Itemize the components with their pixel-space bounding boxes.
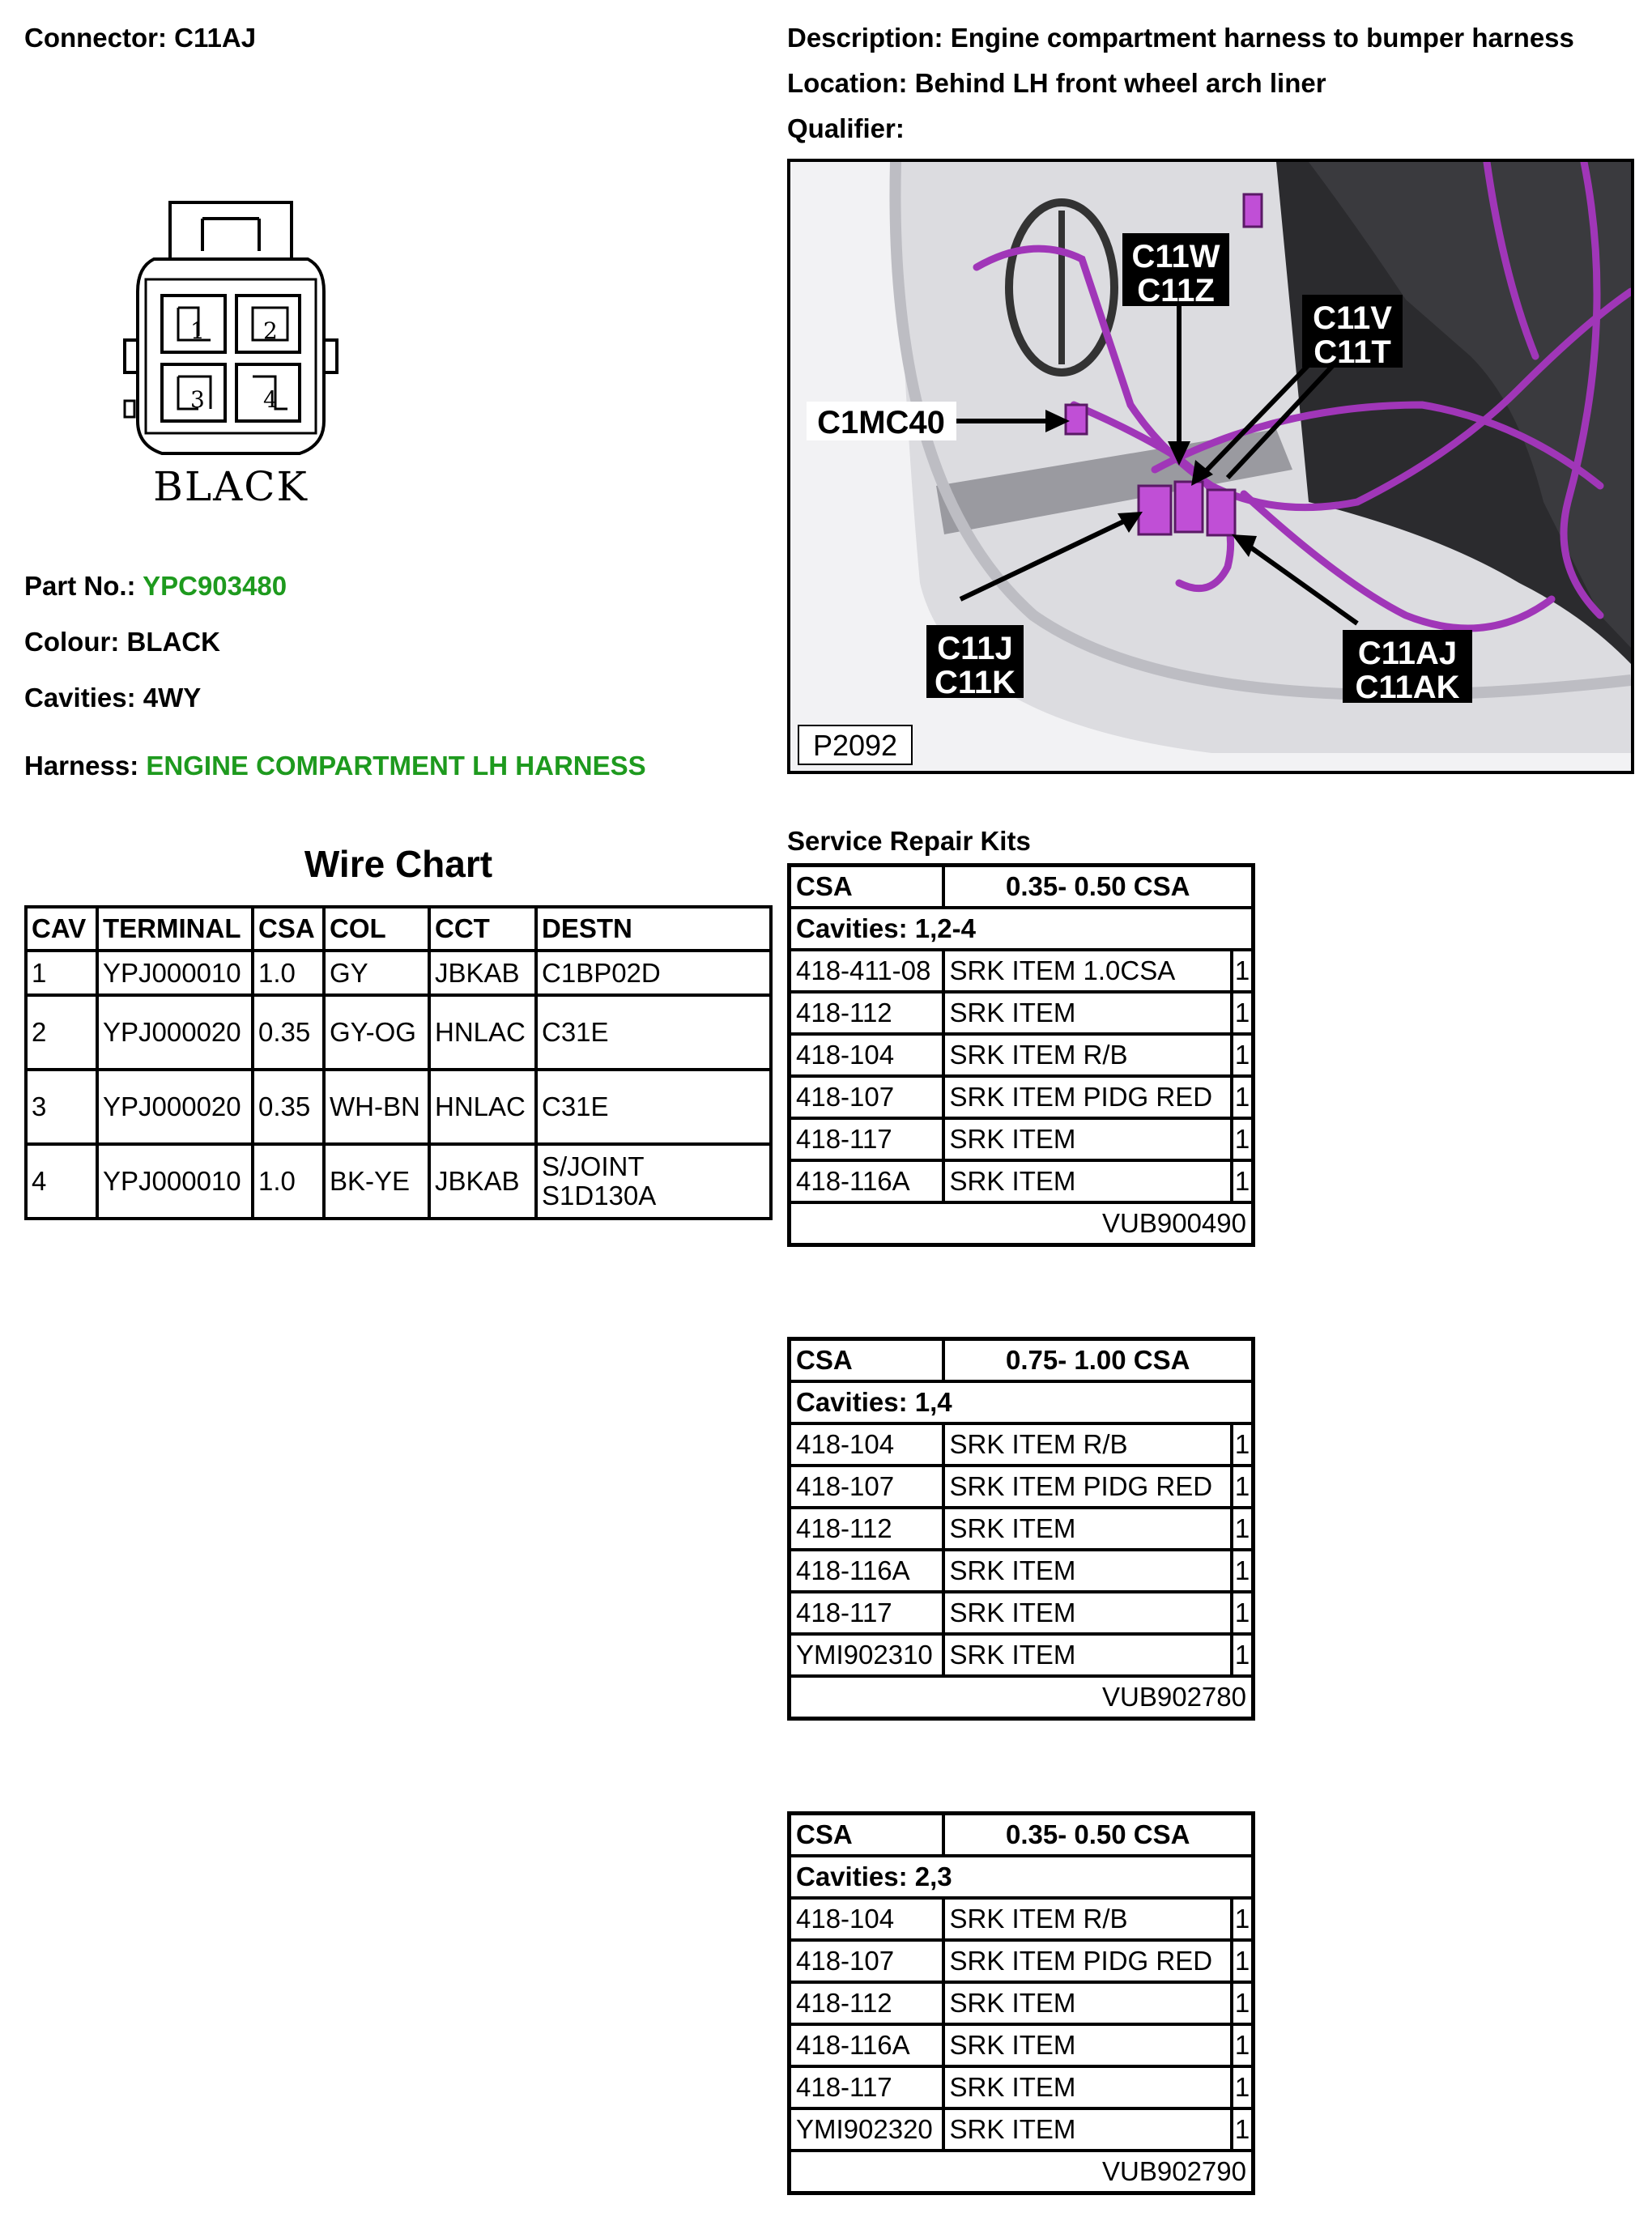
kit-item-qty: 1 bbox=[1232, 1634, 1254, 1676]
table-row bbox=[790, 1982, 1254, 2024]
description-line bbox=[787, 23, 1574, 53]
kit-item-qty: 1 bbox=[1232, 1034, 1254, 1076]
description-value: Engine compartment harness to bumper harness bbox=[950, 23, 1574, 53]
table-row bbox=[790, 2108, 1254, 2151]
kit-item-desc: SRK ITEM 1.0CSA bbox=[943, 950, 1233, 992]
kit-item-qty: 1 bbox=[1232, 1940, 1254, 1982]
table-row bbox=[790, 1423, 1254, 1466]
cell-cct: JBKAB bbox=[429, 951, 536, 995]
table-row bbox=[790, 1466, 1254, 1508]
cell-cct: HNLAC bbox=[429, 1070, 536, 1144]
cell-csa: 1.0 bbox=[253, 951, 324, 995]
kit-item-part: 418-112 bbox=[790, 992, 943, 1034]
kit-item-desc: SRK ITEM bbox=[943, 1634, 1233, 1676]
figure-id: P2092 bbox=[812, 729, 898, 762]
cavity-3-number: 3 bbox=[190, 386, 205, 413]
kit-item-part: 418-116A bbox=[790, 2024, 943, 2066]
kit-csa-label: CSA bbox=[790, 866, 943, 908]
cavity-1-number: 1 bbox=[190, 317, 205, 344]
kit-number: VUB902790 bbox=[790, 2151, 1254, 2193]
kit-item-desc: SRK ITEM bbox=[943, 1508, 1233, 1550]
cell-terminal: YPJ000020 bbox=[97, 1070, 253, 1144]
kit-item-qty: 1 bbox=[1232, 1898, 1254, 1940]
kit-item-part: 418-116A bbox=[790, 1550, 943, 1592]
kit-item-part: YMI902310 bbox=[790, 1634, 943, 1676]
callout-c11v: C11V bbox=[1313, 300, 1392, 336]
kit-item-part: 418-107 bbox=[790, 1466, 943, 1508]
cell-csa: 0.35 bbox=[253, 995, 324, 1070]
cavities-label: Cavities: bbox=[24, 683, 136, 713]
kit-csa-range: 0.35- 0.50 CSA bbox=[943, 866, 1254, 908]
kit-cavities: Cavities: 1,4 bbox=[790, 1381, 1254, 1423]
cavities-line bbox=[24, 683, 201, 713]
kit-item-desc: SRK ITEM R/B bbox=[943, 1898, 1233, 1940]
kit-item-qty: 1 bbox=[1232, 1550, 1254, 1592]
kit-item-desc: SRK ITEM bbox=[943, 1118, 1233, 1160]
service-kit-table-1 bbox=[787, 863, 1255, 1247]
cell-terminal: YPJ000020 bbox=[97, 995, 253, 1070]
qualifier-label: Qualifier: bbox=[787, 113, 905, 143]
connector-colour-caption: BLACK bbox=[153, 463, 309, 510]
table-row bbox=[26, 1144, 771, 1219]
kit-item-qty: 1 bbox=[1232, 1160, 1254, 1202]
kit-item-part: 418-112 bbox=[790, 1982, 943, 2024]
callout-c1mc40: C1MC40 bbox=[817, 405, 945, 440]
cell-csa: 0.35 bbox=[253, 1070, 324, 1144]
cell-csa: 1.0 bbox=[253, 1144, 324, 1219]
kit-number-row bbox=[790, 1202, 1254, 1245]
kit-item-part: 418-104 bbox=[790, 1898, 943, 1940]
cell-cct: HNLAC bbox=[429, 995, 536, 1070]
kit-item-part: 418-116A bbox=[790, 1160, 943, 1202]
kit-item-qty: 1 bbox=[1232, 1982, 1254, 2024]
kit-item-part: 418-104 bbox=[790, 1034, 943, 1076]
cell-destn: C1BP02D bbox=[536, 951, 771, 995]
kit-item-desc: SRK ITEM PIDG RED bbox=[943, 1940, 1233, 1982]
kit-cavities-row bbox=[790, 908, 1254, 950]
kit-item-desc: SRK ITEM PIDG RED bbox=[943, 1076, 1233, 1118]
header-cct: CCT bbox=[429, 907, 536, 951]
kit-item-qty: 1 bbox=[1232, 950, 1254, 992]
kit-item-qty: 1 bbox=[1232, 1076, 1254, 1118]
kit-number-row bbox=[790, 2151, 1254, 2193]
kit-csa-label: CSA bbox=[790, 1339, 943, 1382]
connector-label: Connector: bbox=[24, 23, 167, 53]
kit-item-qty: 1 bbox=[1232, 1423, 1254, 1466]
cell-terminal: YPJ000010 bbox=[97, 1144, 253, 1219]
kit-item-part: 418-411-08 bbox=[790, 950, 943, 992]
table-row bbox=[26, 995, 771, 1070]
kit-item-desc: SRK ITEM bbox=[943, 1160, 1233, 1202]
kit-number: VUB902780 bbox=[790, 1676, 1254, 1719]
kit-item-qty: 1 bbox=[1232, 992, 1254, 1034]
table-row bbox=[790, 1898, 1254, 1940]
kit-item-part: 418-117 bbox=[790, 2066, 943, 2108]
kit-item-part: 418-107 bbox=[790, 1940, 943, 1982]
kit-item-part: YMI902320 bbox=[790, 2108, 943, 2151]
callout-c11w: C11W bbox=[1131, 239, 1220, 274]
table-row bbox=[790, 1034, 1254, 1076]
kit-header-row bbox=[790, 866, 1254, 908]
cell-destn: S/JOINT S1D130A bbox=[536, 1144, 771, 1219]
cell-col: GY-OG bbox=[324, 995, 429, 1070]
kit-item-qty: 1 bbox=[1232, 1508, 1254, 1550]
cell-col: WH-BN bbox=[324, 1070, 429, 1144]
service-kit-table-2 bbox=[787, 1337, 1255, 1721]
table-row bbox=[26, 951, 771, 995]
cell-col: GY bbox=[324, 951, 429, 995]
kit-item-part: 418-104 bbox=[790, 1423, 943, 1466]
cell-destn: C31E bbox=[536, 1070, 771, 1144]
kit-item-desc: SRK ITEM R/B bbox=[943, 1034, 1233, 1076]
table-row bbox=[790, 1160, 1254, 1202]
cell-destn: C31E bbox=[536, 995, 771, 1070]
wire-chart-header-row bbox=[26, 907, 771, 951]
cavity-2-number: 2 bbox=[263, 317, 278, 344]
table-row bbox=[26, 1070, 771, 1144]
kit-item-desc: SRK ITEM R/B bbox=[943, 1423, 1233, 1466]
header-destn: DESTN bbox=[536, 907, 771, 951]
part-label: Part No.: bbox=[24, 571, 136, 601]
kit-header-row bbox=[790, 1814, 1254, 1857]
table-row bbox=[790, 2024, 1254, 2066]
kit-number: VUB900490 bbox=[790, 1202, 1254, 1245]
kit-cavities-row bbox=[790, 1381, 1254, 1423]
table-row bbox=[790, 1118, 1254, 1160]
kit-csa-label: CSA bbox=[790, 1814, 943, 1857]
callout-c11t: C11T bbox=[1314, 334, 1391, 370]
wire-chart-table bbox=[24, 905, 773, 1220]
service-kits-title: Service Repair Kits bbox=[787, 826, 1031, 856]
kit-item-qty: 1 bbox=[1232, 2066, 1254, 2108]
kit-item-part: 418-112 bbox=[790, 1508, 943, 1550]
kit-cavities: Cavities: 1,2-4 bbox=[790, 908, 1254, 950]
cell-terminal: YPJ000010 bbox=[97, 951, 253, 995]
service-kit-table-3 bbox=[787, 1811, 1255, 2195]
kit-item-qty: 1 bbox=[1232, 2024, 1254, 2066]
kit-item-desc: SRK ITEM bbox=[943, 2024, 1233, 2066]
kit-item-desc: SRK ITEM bbox=[943, 1550, 1233, 1592]
cavity-4-number: 4 bbox=[263, 386, 278, 413]
colour-label: Colour: bbox=[24, 627, 120, 657]
connector-line bbox=[24, 23, 256, 53]
connector-face-drawing bbox=[121, 194, 340, 518]
kit-item-part: 418-117 bbox=[790, 1592, 943, 1634]
kit-item-desc: SRK ITEM bbox=[943, 992, 1233, 1034]
kit-item-desc: SRK ITEM bbox=[943, 1982, 1233, 2024]
callout-c11ak: C11AK bbox=[1355, 670, 1460, 705]
connector-value: C11AJ bbox=[174, 23, 257, 53]
callout-c11aj: C11AJ bbox=[1357, 636, 1458, 671]
kit-csa-range: 0.75- 1.00 CSA bbox=[943, 1339, 1254, 1382]
location-photo bbox=[787, 159, 1634, 774]
cell-cav: 3 bbox=[26, 1070, 97, 1144]
table-row bbox=[790, 950, 1254, 992]
colour-line bbox=[24, 627, 220, 657]
kit-item-qty: 1 bbox=[1232, 1118, 1254, 1160]
description-label: Description: bbox=[787, 23, 943, 53]
location-line bbox=[787, 68, 1326, 99]
callout-c11k: C11K bbox=[934, 665, 1016, 700]
cell-cct: JBKAB bbox=[429, 1144, 536, 1219]
harness-line bbox=[24, 751, 646, 781]
table-row bbox=[790, 1634, 1254, 1676]
kit-item-qty: 1 bbox=[1232, 2108, 1254, 2151]
kit-item-desc: SRK ITEM bbox=[943, 2066, 1233, 2108]
kit-cavities: Cavities: 2,3 bbox=[790, 1856, 1254, 1898]
kit-item-part: 418-117 bbox=[790, 1118, 943, 1160]
table-row bbox=[790, 992, 1254, 1034]
location-photo-illustration bbox=[790, 162, 1631, 771]
header-cav: CAV bbox=[26, 907, 97, 951]
harness-label: Harness: bbox=[24, 751, 139, 781]
kit-item-desc: SRK ITEM PIDG RED bbox=[943, 1466, 1233, 1508]
table-row bbox=[790, 1076, 1254, 1118]
callout-c11j: C11J bbox=[937, 631, 1013, 666]
wire-chart-title: Wire Chart bbox=[304, 843, 493, 885]
cell-cav: 2 bbox=[26, 995, 97, 1070]
cell-cav: 4 bbox=[26, 1144, 97, 1219]
kit-item-qty: 1 bbox=[1232, 1466, 1254, 1508]
table-row bbox=[790, 1508, 1254, 1550]
header-terminal: TERMINAL bbox=[97, 907, 253, 951]
callout-c11z: C11Z bbox=[1137, 273, 1215, 308]
kit-item-part: 418-107 bbox=[790, 1076, 943, 1118]
cell-col: BK-YE bbox=[324, 1144, 429, 1219]
table-row bbox=[790, 1550, 1254, 1592]
header-csa: CSA bbox=[253, 907, 324, 951]
kit-number-row bbox=[790, 1676, 1254, 1719]
header-col: COL bbox=[324, 907, 429, 951]
kit-item-desc: SRK ITEM bbox=[943, 2108, 1233, 2151]
kit-header-row bbox=[790, 1339, 1254, 1382]
cavities-value: 4WY bbox=[143, 683, 202, 713]
cell-cav: 1 bbox=[26, 951, 97, 995]
kit-cavities-row bbox=[790, 1856, 1254, 1898]
harness-value: ENGINE COMPARTMENT LH HARNESS bbox=[146, 751, 646, 781]
kit-item-qty: 1 bbox=[1232, 1592, 1254, 1634]
table-row bbox=[790, 1592, 1254, 1634]
table-row bbox=[790, 2066, 1254, 2108]
part-line bbox=[24, 571, 287, 602]
kit-item-desc: SRK ITEM bbox=[943, 1592, 1233, 1634]
location-value: Behind LH front wheel arch liner bbox=[914, 68, 1326, 98]
location-label: Location: bbox=[787, 68, 908, 98]
part-value: YPC903480 bbox=[143, 571, 287, 601]
colour-value: BLACK bbox=[126, 627, 220, 657]
table-row bbox=[790, 1940, 1254, 1982]
kit-csa-range: 0.35- 0.50 CSA bbox=[943, 1814, 1254, 1857]
